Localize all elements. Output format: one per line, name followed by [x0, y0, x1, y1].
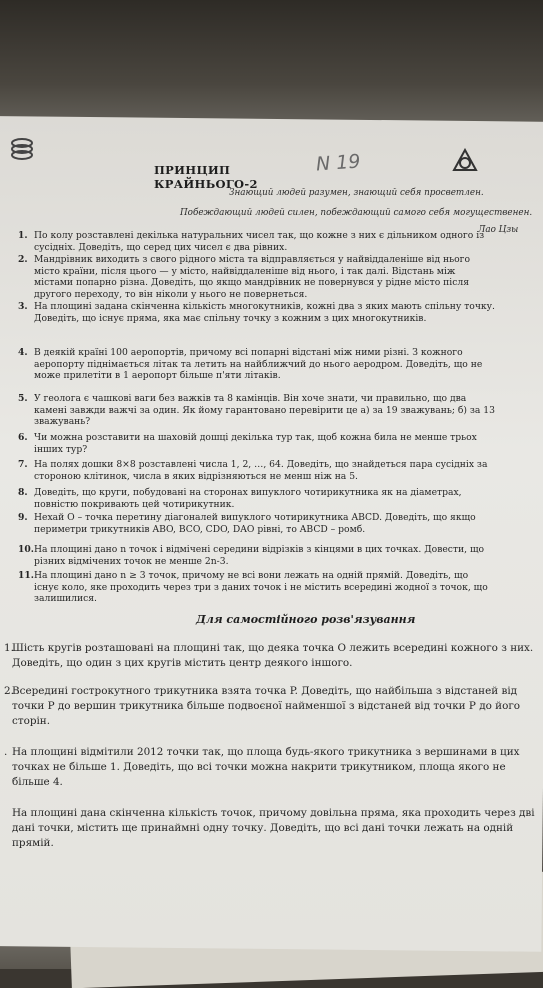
problem-number: 8. [18, 487, 28, 498]
problem-text-line: В деякій країні 100 аеропортів, причому всі попарні відстані між ними різні. З кожного [34, 347, 463, 358]
problem-text-line: Доведіть, що круги, побудовані на сторонах випуклого чотирикутника як на діаметрах, [34, 487, 462, 498]
self-problem-text-line: більше 4. [12, 776, 63, 788]
self-problem-text-line: Доведіть, що один з цих кругів містить центр деякого іншого. [12, 657, 353, 669]
problem-text-line: другого переходу, то він ніколи у нього не повернеться. [34, 288, 308, 300]
self-problem-text-line: прямій. [12, 837, 54, 849]
problem-text-line: На площині дано n ≥ 3 точок, причому не всі вони лежать на одній прямій. Доведіть, що [34, 570, 469, 581]
problem-text-line: На полях дошки 8×8 розставлені числа 1, 2, …, 64. Доведіть, що знайдеться пара сусідніх за [34, 459, 488, 470]
problem-text-line: На площині задана скінченна кількість многокутників, кожні два з яких мають спільну точку. [34, 301, 495, 312]
problem-number: 6. [18, 432, 28, 443]
epigraph-author: Лао Цзы [478, 225, 519, 235]
self-problem-item [4, 684, 521, 729]
problem-number: 5. [18, 393, 28, 404]
page-title: ПРИНЦИП КРАЙНЬОГО-2 [154, 163, 258, 191]
self-problem-number: 1. [4, 642, 14, 654]
problem-text-line: камені завжди важчі за один. Як йому гарантовано перевірити це а) за 19 зважувань; б) за 13 [34, 404, 495, 416]
problem-text-line: повністю покривають цей чотирикутник. [34, 498, 235, 510]
problem-item [18, 487, 462, 510]
problem-item [18, 459, 488, 482]
problem-number: 11. [18, 570, 34, 581]
problem-item [18, 432, 477, 455]
problem-text-line: На площині дано n точок і відмічені середини відрізків з кінцями в цих точках. Довести, що [34, 544, 485, 555]
problem-item [18, 230, 485, 253]
problem-text-line: стороною клітинок, числа в яких відрізняються не менш ніж на 5. [34, 470, 358, 482]
problem-number: 2. [18, 254, 28, 265]
self-problem-item [12, 806, 535, 851]
epigraph-line-2: Побеждающий людей силен, побеждающий самого себя могущественен. [180, 208, 533, 218]
problem-number: 3. [18, 301, 28, 312]
self-problem-text-line: Всередині гострокутного трикутника взята точка P. Доведіть, що найбільша з відстаней від [12, 685, 518, 697]
problem-text-line: залишилися. [34, 593, 97, 605]
self-problem-number: 2. [4, 685, 14, 697]
self-problem-text-line: точках не більше 1. Доведіть, що всі точки можна накрити трикутником, площа якого не [12, 761, 506, 773]
problem-item [18, 347, 483, 382]
self-problem-text-line: На площині відмітили 2012 точки так, що площа будь-якого трикутника з вершинами в цих [12, 746, 520, 758]
self-problem-text-line: На площині дана скінченна кількість точок, причому довільна пряма, яка проходить через дві [12, 807, 535, 819]
section-title: Для самостійного розв'язування [196, 613, 416, 626]
problem-text-line: Мандрівник виходить з свого рідного міста та відправляється у найвіддаленіше від нього [34, 254, 471, 265]
self-problem-text-line: сторін. [12, 715, 51, 727]
problem-text-line: існує коло, яке проходить через три з даних точок і не містить всередині жодної з точок, що [34, 581, 488, 593]
problem-item [18, 570, 488, 605]
problem-text-line: Чи можна розставити на шаховій дошці декілька тур так, щоб кожна била не менше трьох [34, 432, 477, 443]
problem-text-line: різних відмічених точок не менше 2n-3. [34, 555, 229, 567]
problem-text-line: Доведіть, що існує пряма, яка має спільну точку з кожним з цих многокутників. [34, 312, 427, 324]
self-problem-text-line: точки P до вершин трикутника більше подвоєної найменшої з відстаней від точки P до його [12, 700, 521, 712]
problem-text-line: сусідніх. Доведіть, що серед цих чисел є два рівних. [34, 241, 288, 253]
problem-text-line: У геолога є чашкові ваги без важків та 8 камінців. Він хоче знати, чи правильно, що два [34, 393, 467, 404]
problem-text-line: Нехай O – точка перетину діагоналей випуклого чотирикутника ABCD. Доведіть, що якщо [34, 512, 476, 523]
self-problem-text-line: Шість кругів розташовані на площині так, що деяка точка O лежить всередині кожного з них. [12, 642, 534, 654]
problem-number: 7. [18, 459, 28, 470]
self-problem-item [4, 641, 534, 671]
problem-number: 9. [18, 512, 28, 523]
handwritten-note: N 19 [315, 150, 362, 176]
problem-number: 10. [18, 544, 34, 555]
problem-item [18, 393, 495, 428]
problem-number: 4. [18, 347, 28, 358]
self-problem-text-line: дані точки, містить ще принаймні одну точку. Доведіть, що всі дані точки лежать на одній [12, 822, 514, 834]
problem-text-line: місто країни, після цього — у місто, найвіддаленіше від нього, і так далі. Відстань між [34, 265, 456, 277]
problem-text-line: може прилетіти в 1 аеропорт більше п'яти літаків. [34, 370, 281, 382]
problem-text-line: зважувань? [34, 416, 91, 428]
epigraph-line-1: Знающий людей разумен, знающий себя просветлен. [229, 188, 484, 198]
problem-item [18, 512, 476, 535]
self-problem-item [4, 745, 520, 790]
problem-item [18, 254, 471, 300]
school-logo-right [452, 148, 478, 172]
problem-text-line: По колу розставлені декілька натуральних чисел так, що кожне з них є дільником одного із [34, 230, 485, 241]
problem-item [18, 301, 495, 324]
problem-number: 1. [18, 230, 28, 241]
problem-text-line: інших тур? [34, 443, 88, 455]
problem-item [18, 544, 485, 567]
problem-text-line: периметри трикутників ABO, BCO, CDO, DAO рівні, то ABCD – ромб. [34, 523, 366, 535]
self-problem-number: . [4, 746, 8, 758]
school-logo-left [10, 137, 34, 163]
problem-text-line: аеропорту піднімається літак та летить на найближчий до нього аеродром. Доведіть, що не [34, 358, 483, 370]
problem-text-line: містами попарно різна. Доведіть, що якщо мандрівник не повернувся у рідне місто після [34, 277, 470, 289]
